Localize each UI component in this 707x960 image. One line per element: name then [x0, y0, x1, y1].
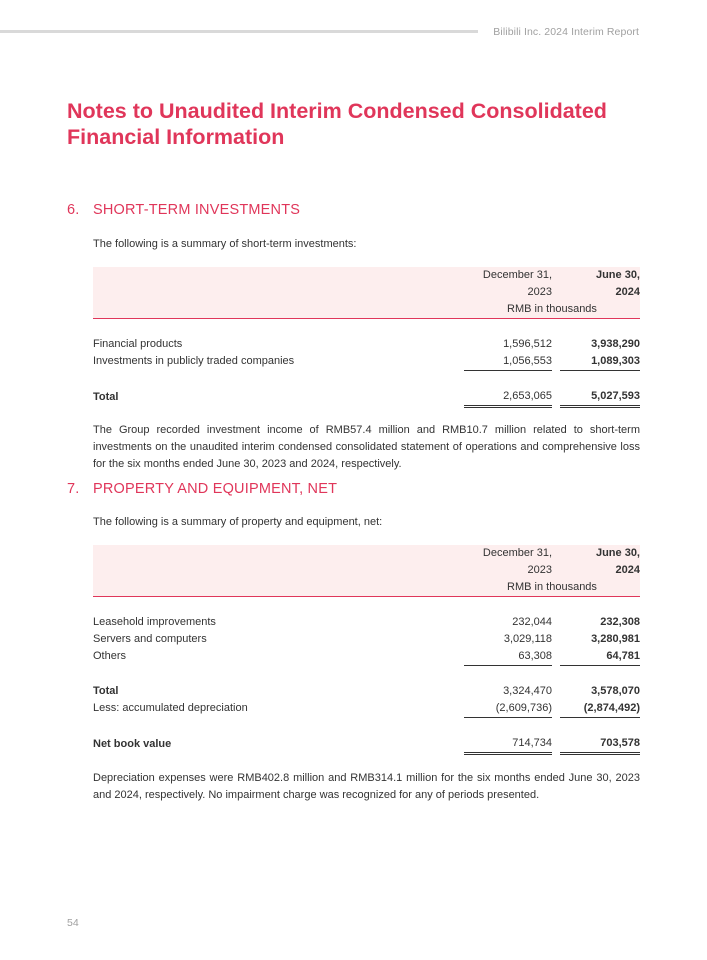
col-year-2024: 2024 [560, 562, 640, 579]
table-row: Leasehold improvements 232,044 232,308 [93, 616, 640, 628]
section-7-intro: The following is a summary of property and equipment, net: [93, 516, 383, 528]
property-equipment-table [93, 545, 640, 755]
col-header-2023: December 31, [464, 545, 552, 562]
col-header-2023: December 31, [464, 267, 552, 284]
col-year-2023: 2023 [464, 284, 552, 301]
col-header-2024: June 30, [560, 267, 640, 284]
section-7-heading [67, 481, 337, 497]
table-header-row [93, 267, 640, 284]
section-6-title: SHORT-TERM INVESTMENTS [93, 202, 301, 218]
page-number: 54 [67, 917, 79, 929]
total-row: Total 2,653,065 5,027,593 [93, 388, 640, 407]
table-row: Others 63,308 64,781 [93, 648, 640, 666]
table-header-row [93, 301, 640, 319]
units-label: RMB in thousands [464, 301, 640, 319]
table-header-row [93, 579, 640, 597]
col-year-2024: 2024 [560, 284, 640, 301]
section-7-title: PROPERTY AND EQUIPMENT, NET [93, 481, 338, 497]
table-header-row [93, 284, 640, 301]
net-book-value-row: Net book value 714,734 703,578 [93, 735, 640, 754]
header-rule [0, 30, 478, 33]
report-title: Bilibili Inc. 2024 Interim Report [493, 26, 639, 38]
depreciation-row: Less: accumulated depreciation (2,609,736) (2,874,492) [93, 700, 640, 718]
section-7-paragraph: Depreciation expenses were RMB402.8 million and RMB314.1 million for the six months ended June 30, 2023 and 2024, respectively. No impairment charge was recognized for any of periods presented. [93, 772, 640, 801]
section-6-intro: The following is a summary of short-term investments: [93, 238, 357, 250]
table-row: Financial products 1,596,512 3,938,290 [93, 338, 640, 350]
col-header-2024: June 30, [560, 545, 640, 562]
table-header-row [93, 562, 640, 579]
section-6-number: 6. [67, 202, 80, 218]
table-header-row [93, 545, 640, 562]
units-label: RMB in thousands [464, 579, 640, 597]
table-row: Investments in publicly traded companies 1,056,553 1,089,303 [93, 353, 640, 371]
section-6-paragraph: The Group recorded investment income of RMB57.4 million and RMB10.7 million related to short-term investments on the unaudited interim condensed consolidated statement of operations and comprehensive loss for the six months ended June 30, 2023 and 2024, respectively. [93, 424, 640, 470]
col-year-2023: 2023 [464, 562, 552, 579]
table-row: Servers and computers 3,029,118 3,280,981 [93, 633, 640, 645]
page-title: Notes to Unaudited Interim Condensed Consolidated Financial Information [67, 99, 607, 149]
section-7-number: 7. [67, 481, 80, 497]
section-6-heading [67, 202, 300, 218]
short-term-investments-table [93, 267, 640, 408]
total-row: Total 3,324,470 3,578,070 [93, 685, 640, 697]
